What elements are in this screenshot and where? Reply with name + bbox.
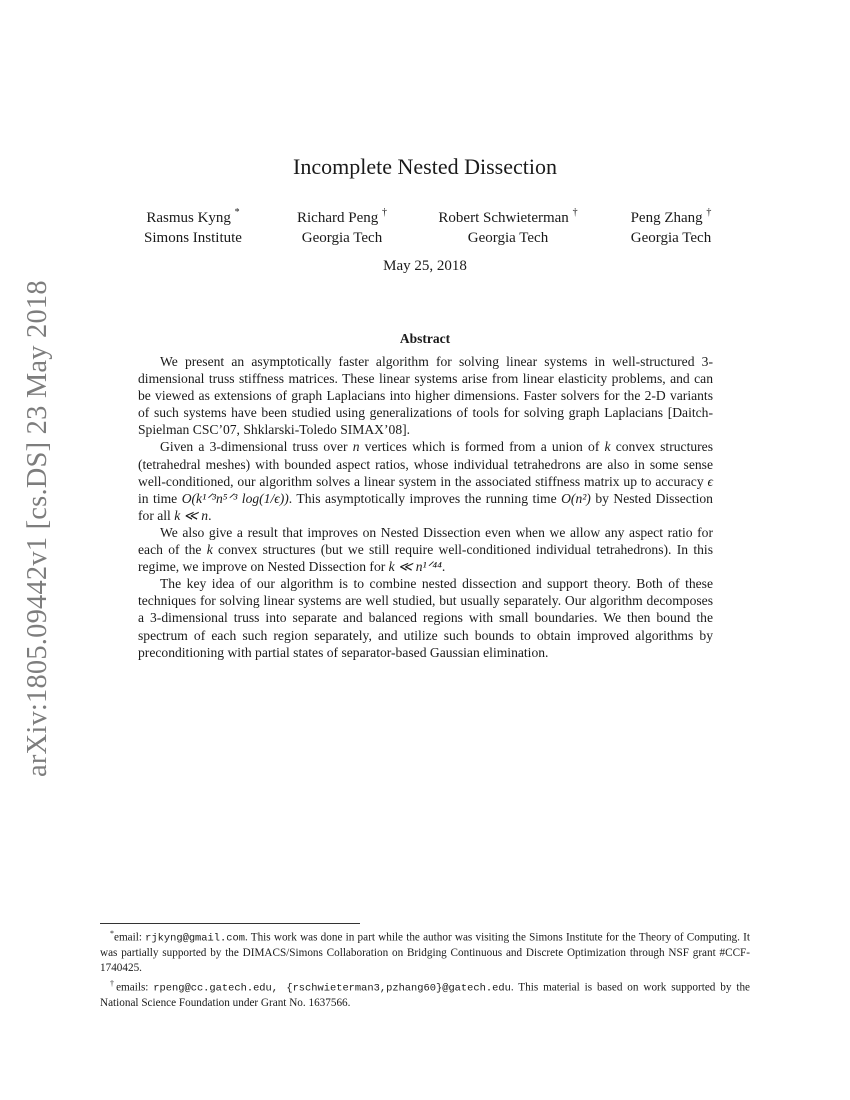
author-block — [616, 204, 726, 248]
author-block — [420, 204, 596, 248]
footnote-divider — [100, 923, 360, 924]
abstract-paragraph: The key idea of our algorithm is to combine nested dissection and support theory. Both of these techniques for solving linear systems are well studied, but usually separately. Our algorithm decomposes a 3-dimensional truss into separate and balanced regions with small boundaries. We then bound the spectrum of each such region separately, and utilize such bounds to obtain improved algorithms by preconditioning with partial states of separator-based Gaussian elimination. — [138, 576, 713, 660]
arxiv-identifier-stamp — [0, 0, 53, 777]
author-name: Rasmus Kyng — [146, 210, 231, 226]
footnote: *email: rjkyng@gmail.com. This work was done in part while the author was visiting the Simons Institute for the Theory of Computing. It was partially supported by the DIMACS/Simons Collaboration on Bridging Continuous and Discrete Optimization through NSF grant #CCF-1740425. — [100, 929, 750, 974]
abstract-paragraph: We present an asymptotically faster algorithm for solving linear systems in well-structured 3-dimensional truss stiffness matrices. These linear systems arise from linear elasticity problems, and can be viewed as extensions of graph Laplacians into higher dimensions. Faster solvers for the 2-D variants of such systems have been studied using generalizations of tools for solving graph Laplacians [Daitch-Spielman CSC’07, Shklarski-Toledo SIMAX’08]. — [138, 354, 713, 438]
author-name: Richard Peng — [297, 210, 379, 226]
math-expression: k — [604, 439, 611, 455]
author-name: Peng Zhang — [630, 210, 703, 226]
author-affiliation: Georgia Tech — [630, 230, 712, 246]
math-expression: n — [352, 439, 360, 455]
footnote-mark: * — [110, 929, 114, 938]
author-affiliation: Georgia Tech — [467, 230, 549, 246]
arxiv-stamp-text: arXiv:1805.09442v1 [cs.DS] 23 May 2018 — [22, 280, 53, 777]
math-expression: k ≪ n¹ᐟ⁴⁴ — [388, 559, 442, 575]
author-block — [280, 204, 404, 248]
abstract-heading: Abstract — [399, 331, 451, 346]
publication-date: May 25, 2018 — [383, 258, 467, 274]
footnote: †emails: rpeng@cc.gatech.edu, {rschwieterman3,pzhang60}@gatech.edu. This material is based on work supported by the National Science Foundation under Grant No. 1637566. — [100, 979, 751, 1010]
author-footnote-mark[interactable]: † — [706, 207, 712, 218]
author-block — [128, 204, 258, 248]
math-expression: O(n²) — [561, 490, 591, 506]
email-link[interactable]: rpeng@cc.gatech.edu, {rschwieterman3,pzhang60}@gatech.edu — [153, 982, 511, 995]
abstract-body — [138, 353, 713, 661]
paper-title: Incomplete Nested Dissection — [293, 154, 557, 179]
footnote-mark: † — [110, 979, 117, 989]
abstract-paragraph: Given a 3-dimensional truss over n vertices which is formed from a union of k convex structures (tetrahedral meshes) with bounded aspect ratios, whose individual tetrahedrons are also in some sense well-conditioned, our algorithm solves a linear system in the associated stiffness matrix up to accuracy ϵ in time O(k¹ᐟ³n⁵ᐟ³ log(1/ϵ)). This asymptotically improves the running time O(n²) by Nested Dissection for all k ≪ n. — [138, 439, 713, 523]
author-affiliation: Simons Institute — [144, 230, 242, 246]
email-link[interactable]: rjkyng@gmail.com — [145, 932, 245, 945]
author-footnote-mark[interactable]: † — [572, 207, 578, 218]
math-expression: ϵ — [707, 473, 713, 489]
footnotes — [100, 927, 750, 1013]
math-expression: O(k¹ᐟ³n⁵ᐟ³ log(1/ϵ)) — [181, 490, 289, 506]
author-footnote-mark[interactable]: * — [234, 207, 240, 218]
author-affiliation: Georgia Tech — [301, 230, 383, 246]
math-expression: k — [206, 542, 213, 558]
abstract-paragraph: We also give a result that improves on Nested Dissection even when we allow any aspect ratio for each of the k convex structures (but we still require well-conditioned individual tetrahedrons). In this regime, we improve on Nested Dissection for k ≪ n¹ᐟ⁴⁴. — [138, 524, 713, 575]
author-name: Robert Schwieterman — [438, 210, 569, 226]
author-footnote-mark[interactable]: † — [381, 207, 387, 218]
math-expression: k ≪ n — [174, 507, 209, 523]
